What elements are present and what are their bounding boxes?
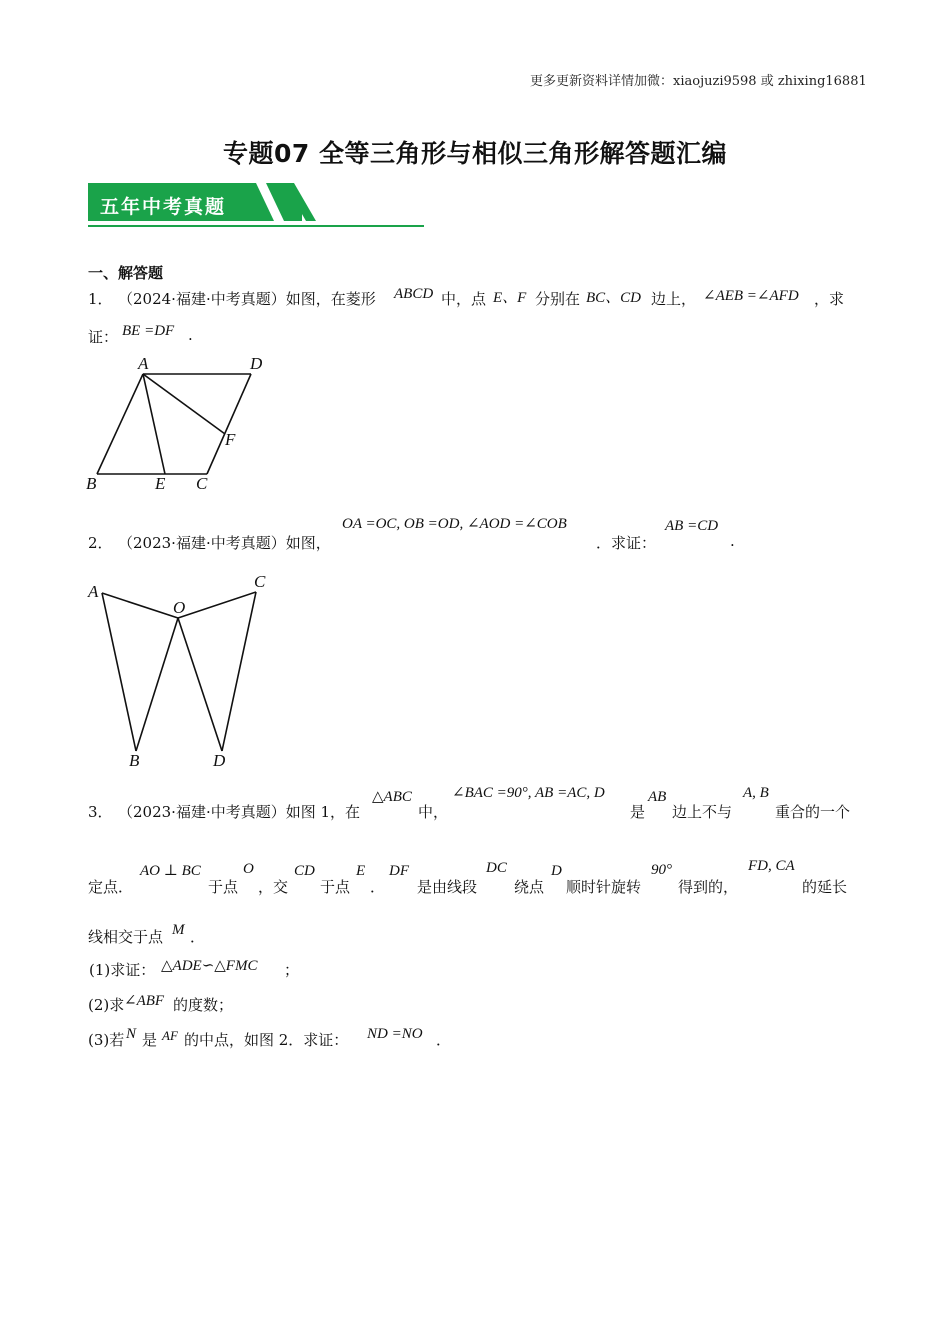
q3-fdca: FD, CA xyxy=(748,858,795,874)
q3-text-ext: 的延长 xyxy=(802,878,848,896)
q3-text-around: 绕点 xyxy=(514,878,545,896)
q1-text-prove: 证： xyxy=(88,328,119,346)
q3-text-rotate: 顺时针旋转 xyxy=(566,878,642,896)
q3-sub3-mid: 的中点，如图 2．求证： xyxy=(184,1031,349,1049)
q2-source: （2023·福建·中考真题）如图， xyxy=(118,534,331,552)
q3-sub1-prefix: (1)求证： xyxy=(89,961,156,979)
q3-sub2-prefix: (2)求 xyxy=(88,996,125,1014)
q3-text-jiao: ，交 xyxy=(258,878,289,896)
q3-source: （2023·福建·中考真题）如图 1，在 xyxy=(118,803,361,821)
q2-number: 2． xyxy=(88,534,113,552)
q2-goal: AB =CD xyxy=(665,518,719,534)
q3-text-meet-end: ． xyxy=(190,928,206,946)
q2-label-b: B xyxy=(129,751,140,770)
q3-apb: A, B xyxy=(743,785,769,801)
q3-sub2-math: ∠ABF xyxy=(124,993,165,1009)
q3-cond: ∠BAC =90°, AB =AC, D xyxy=(452,785,605,801)
q3-text-obtained: 得到的， xyxy=(678,878,739,896)
q3-90: 90° xyxy=(651,862,672,878)
q3-text-edge: 边上不与 xyxy=(672,803,733,821)
q3-cd: CD xyxy=(294,863,315,879)
q3-text-yudian: 于点 xyxy=(208,878,239,896)
q1-source: （2024·福建·中考真题）如图，在菱形 xyxy=(118,290,376,308)
q1-label-c: C xyxy=(196,474,208,493)
q3-d: D xyxy=(551,863,562,879)
q1-text-on: 分别在 xyxy=(535,290,581,308)
q2-text-prove: ．求证： xyxy=(596,534,657,552)
q2-label-a: A xyxy=(88,582,99,601)
q1-label-b: B xyxy=(86,474,97,493)
q1-segment-af xyxy=(143,374,225,434)
q2-label-c: C xyxy=(254,572,266,591)
q2-edge-ao xyxy=(102,593,178,618)
q3-text-shi: 是 xyxy=(630,803,646,821)
q3-dc: DC xyxy=(486,860,507,876)
q1-text-qiu: ，求 xyxy=(814,290,845,308)
q1-segment-ae xyxy=(143,374,165,474)
q1-label-e: E xyxy=(155,474,166,493)
q1-goal: BE =DF xyxy=(122,323,175,339)
q3-sub3-math: ND =NO xyxy=(367,1026,423,1042)
q1-label-d: D xyxy=(250,354,263,373)
q3-sub3-prefix: (3)若 xyxy=(88,1031,125,1049)
q1-text-mid: 中，点 xyxy=(441,290,487,308)
q3-text-fixed: 定点． xyxy=(88,878,134,896)
q1-angle: ∠AEB =∠AFD xyxy=(703,288,799,304)
q1-edge-ab xyxy=(97,374,143,474)
q3-text-yudian2: 于点 xyxy=(320,878,351,896)
q3-tri: △ABC xyxy=(372,789,412,805)
q3-number: 3． xyxy=(88,803,113,821)
q3-ab: AB xyxy=(648,789,667,805)
q1-label-f: F xyxy=(225,430,236,449)
header-note: 更多更新资料详情加微：xiaojuzi9598 或 zhixing16881 xyxy=(530,74,867,89)
q2-edge-oc xyxy=(178,592,256,618)
q3-o: O xyxy=(243,861,254,877)
q1-abcd: ABCD xyxy=(394,286,434,302)
q2-label-d: D xyxy=(213,751,226,770)
q3-text-meet: 线相交于点 xyxy=(88,928,164,946)
q3-sub3-end: ． xyxy=(436,1031,452,1049)
q3-e: E xyxy=(356,863,366,879)
q3-sub1-end: ； xyxy=(284,961,300,979)
page-title: 专题07 全等三角形与相似三角形解答题汇编 xyxy=(223,139,727,168)
q3-aobc: AO ⊥ BC xyxy=(140,863,201,879)
q3-sub3-is: 是 xyxy=(142,1031,158,1049)
q1-label-a: A xyxy=(138,354,149,373)
q1-number: 1． xyxy=(88,290,113,308)
q2-end: . xyxy=(730,532,735,550)
q1-edge-dc xyxy=(207,374,251,474)
q3-sub1-math: △ADE∽△FMC xyxy=(161,958,258,974)
q2-edge-ab xyxy=(102,593,136,751)
q3-sub3-af: AF xyxy=(162,1028,178,1043)
q3-text-dot: ． xyxy=(370,878,386,896)
q2-label-o: O xyxy=(173,598,186,617)
q3-sub3-n: N xyxy=(126,1026,137,1042)
q2-edge-dc xyxy=(222,592,256,751)
q3-sub2-end: 的度数； xyxy=(173,996,234,1014)
q2-edge-bo xyxy=(136,618,178,751)
q3-text-coincide: 重合的一个 xyxy=(775,803,851,821)
q1-text-edge: 边上， xyxy=(651,290,697,308)
banner-label: 五年中考真题 xyxy=(100,196,227,218)
q3-df: DF xyxy=(389,863,409,879)
q1-ef: E、F xyxy=(493,290,527,306)
q1-end: . xyxy=(188,326,193,344)
q3-text-isby: 是由线段 xyxy=(417,878,478,896)
q3-m: M xyxy=(172,922,185,938)
q3-text-zhong: 中， xyxy=(418,803,449,821)
q2-edge-od xyxy=(178,618,222,751)
q1-bccd: BC、CD xyxy=(586,290,642,306)
q2-given: OA =OC, OB =OD, ∠AOD =∠COB xyxy=(342,516,567,532)
section-heading: 一、解答题 xyxy=(88,264,164,282)
